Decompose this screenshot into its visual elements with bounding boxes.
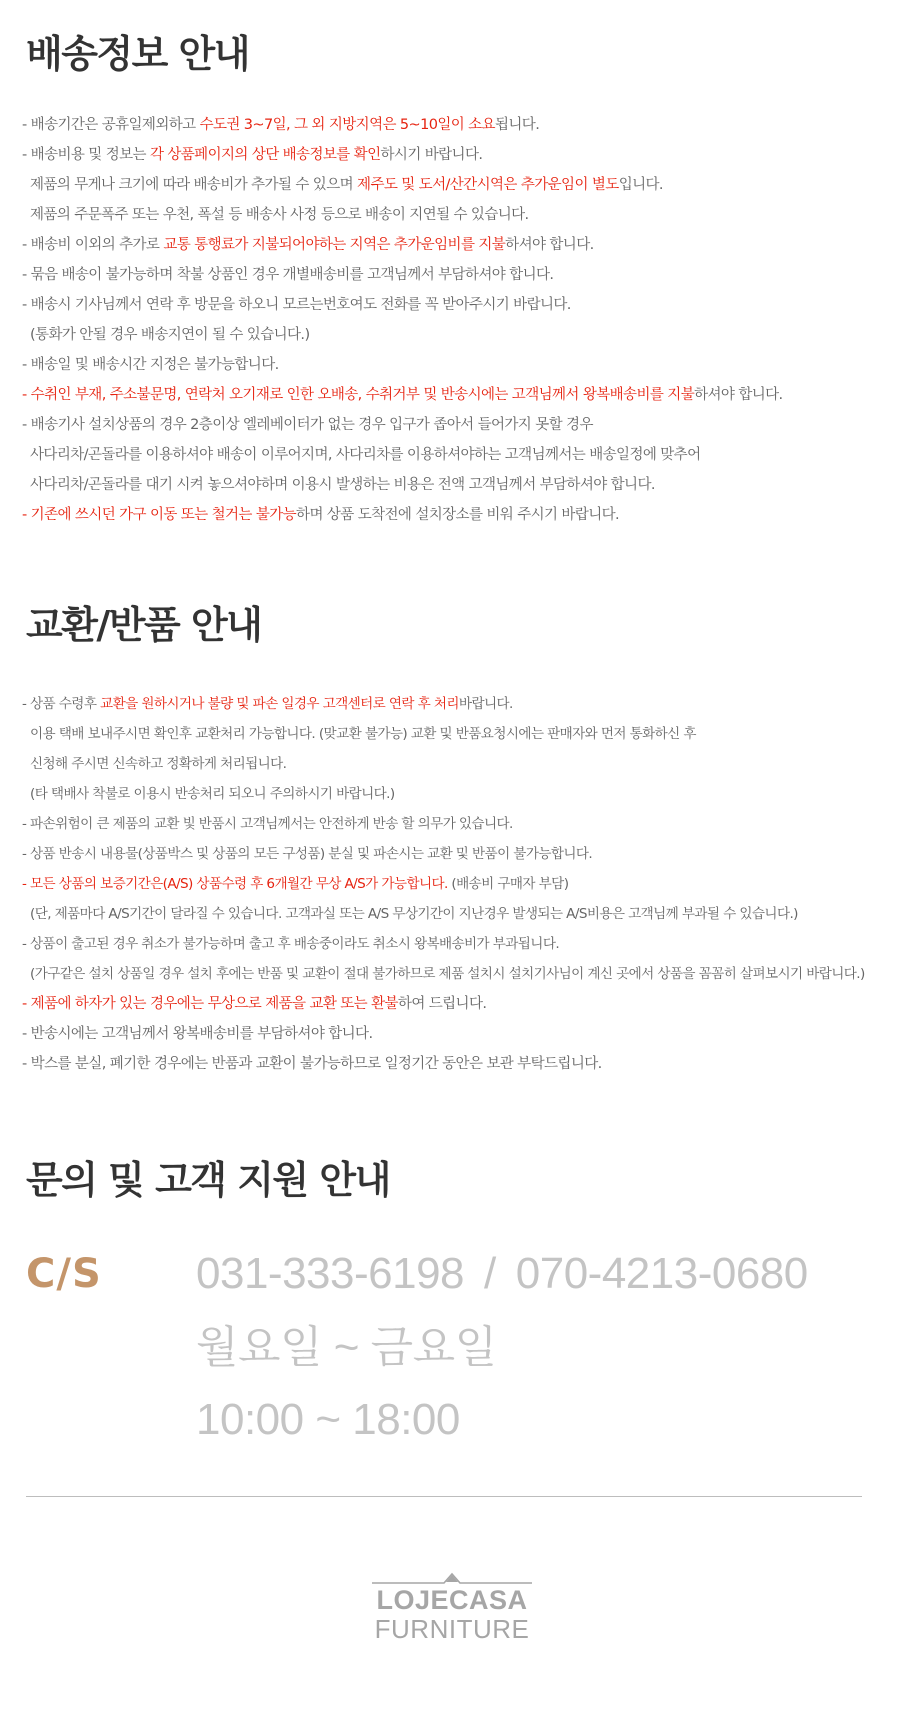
delivery-info-line (22, 290, 783, 320)
delivery-info-line (22, 140, 783, 170)
body-text: 박스를 분실, 폐기한 경우에는 반품과 교환이 불가능하므로 일정기간 동안은 보관 부탁드립니다. (30, 1056, 602, 1072)
delivery-info-line (22, 320, 783, 350)
delivery-info-line (22, 410, 783, 440)
exchange-info-line (22, 959, 865, 989)
highlight-text: 기존에 쓰시던 가구 이동 또는 철거는 불가능 (30, 507, 297, 523)
body-text: (단, 제품마다 A/S기간이 달라질 수 있습니다. 고객과실 또는 A/S 무상기간이 지난경우 발생되는 A/S비용은 고객님께 부과될 수 있습니다.) (30, 906, 798, 922)
bullet-dash: - (22, 417, 31, 433)
bullet-dash: - (22, 507, 31, 523)
exchange-info-line (22, 989, 865, 1019)
delivery-info-line (22, 200, 783, 230)
highlight-text: 수취인 부재, 주소불문명, 연락처 오기재로 인한 오배송, 수취거부 및 반송시에는 고객님께서 왕복배송비를 지불 (30, 387, 695, 403)
exchange-info-line (22, 749, 865, 779)
highlight-text: 교통 통행료가 지불되어야하는 지역은 추가운임비를 지불 (163, 237, 506, 253)
cs-label: C/S (26, 1251, 102, 1297)
body-text: (배송비 구매자 부담) (447, 876, 569, 892)
body-text: (통화가 안될 경우 배송지연이 될 수 있습니다.) (30, 327, 310, 343)
body-text: 바랍니다. (458, 696, 513, 712)
exchange-section-title: 교환/반품 안내 (26, 603, 262, 647)
cs-phone-row (196, 1248, 808, 1300)
bullet-dash: - (22, 237, 31, 253)
bullet-dash: - (22, 117, 31, 133)
bullet-dash: - (22, 297, 31, 313)
highlight-text: 수도권 3~7일, 그 외 지방지역은 5~10일이 소요 (199, 117, 495, 133)
body-text: 입니다. (618, 177, 663, 193)
footer-divider (26, 1496, 862, 1497)
bullet-dash: - (22, 357, 31, 373)
delivery-info-line (22, 470, 783, 500)
body-text: 하며 상품 도착전에 설치장소를 비워 주시기 바랍니다. (296, 507, 620, 523)
cs-phone-primary[interactable]: 031-333-6198 (196, 1249, 465, 1298)
body-text: 하셔야 합니다. (505, 237, 594, 253)
bullet-dash: - (22, 876, 31, 892)
body-text: 반송시에는 고객님께서 왕복배송비를 부담하셔야 합니다. (30, 1026, 373, 1042)
highlight-text: 교환을 원하시거나 불량 및 파손 일경우 고객센터로 연락 후 처리 (100, 696, 459, 712)
exchange-info-line (22, 869, 865, 899)
exchange-info-line (22, 779, 865, 809)
body-text: (가구같은 설치 상품일 경우 설치 후에는 반품 및 교환이 절대 불가하므로 제품 설치시 설치기사님이 계신 곳에서 상품을 꼼꼼히 살펴보시기 바랍니다.) (30, 966, 865, 982)
delivery-section-title: 배송정보 안내 (26, 32, 249, 76)
body-text: 배송기간은 공휴일제외하고 (30, 117, 200, 133)
body-text: 하여 드립니다. (397, 996, 487, 1012)
bullet-dash: - (22, 936, 31, 952)
logo-roof-icon (372, 1570, 532, 1584)
exchange-info-line (22, 929, 865, 959)
body-text: 하셔야 합니다. (694, 387, 783, 403)
body-text: 신청해 주시면 신속하고 정확하게 처리됩니다. (30, 756, 287, 772)
body-text: 제품의 무게나 크기에 따라 배송비가 추가될 수 있으며 (30, 177, 358, 193)
cs-business-hours: 10:00 ~ 18:00 (196, 1395, 460, 1444)
delivery-info-line (22, 380, 783, 410)
highlight-text: 제주도 및 도서/산간시역은 추가운임이 별도 (357, 177, 619, 193)
exchange-info-list (22, 689, 865, 1079)
cs-phone-separator: / (484, 1249, 496, 1298)
bullet-dash: - (22, 387, 31, 403)
body-text: 이용 택배 보내주시면 확인후 교환처리 가능합니다. (맞교환 불가능) 교환 및 반품요청시에는 판매자와 먼저 통화하신 후 (30, 726, 696, 742)
highlight-text: 모든 상품의 보증기간은(A/S) 상품수령 후 6개월간 무상 A/S가 가능합니다. (30, 876, 448, 892)
logo-wordmark-bottom: FURNITURE (374, 1614, 530, 1644)
delivery-info-list (22, 110, 783, 530)
bullet-dash: - (22, 1026, 31, 1042)
body-text: 사다리차/곤돌라를 대기 시켜 놓으셔야하며 이용시 발생하는 비용은 전액 고객님께서 부담하셔야 합니다. (30, 477, 655, 493)
delivery-info-line (22, 230, 783, 260)
exchange-info-line (22, 719, 865, 749)
body-text: 배송일 및 배송시간 지정은 불가능합니다. (30, 357, 279, 373)
support-section-title: 문의 및 고객 지원 안내 (26, 1158, 390, 1202)
delivery-info-line (22, 110, 783, 140)
delivery-info-line (22, 500, 783, 530)
delivery-info-line (22, 170, 783, 200)
bullet-dash: - (22, 1056, 31, 1072)
exchange-info-line (22, 809, 865, 839)
bullet-dash: - (22, 816, 31, 832)
body-text: 사다리차/곤돌라를 이용하셔야 배송이 이루어지며, 사다리차를 이용하셔야하는 고객님께서는 배송일정에 맞추어 (30, 447, 701, 463)
body-text: 하시기 바랍니다. (380, 147, 483, 163)
exchange-info-line (22, 689, 865, 719)
bullet-dash: - (22, 696, 31, 712)
bullet-dash: - (22, 996, 31, 1012)
highlight-text: 제품에 하자가 있는 경우에는 무상으로 제품을 교환 또는 환불 (30, 996, 398, 1012)
logo-wordmark-top: LOJECASA (376, 1585, 528, 1615)
body-text: 묶음 배송이 불가능하며 착불 상품인 경우 개별배송비를 고객님께서 부담하셔야 합니다. (30, 267, 554, 283)
body-text: 배송비 이외의 추가로 (30, 237, 164, 253)
brand-logo (372, 1570, 532, 1650)
exchange-info-line (22, 1049, 865, 1079)
body-text: (타 택배사 착불로 이용시 반송처리 되오니 주의하시기 바랍니다.) (30, 786, 395, 802)
body-text: 상품 반송시 내용물(상품박스 및 상품의 모든 구성품) 분실 및 파손시는 교환 및 반품이 불가능합니다. (30, 846, 593, 862)
body-text: 상품이 출고된 경우 취소가 불가능하며 출고 후 배송중이라도 취소시 왕복배송비가 부과됩니다. (30, 936, 560, 952)
body-text: 제품의 주문폭주 또는 우천, 폭설 등 배송사 사정 등으로 배송이 지연될 수 있습니다. (30, 207, 529, 223)
delivery-info-line (22, 260, 783, 290)
body-text: 됩니다. (494, 117, 540, 133)
bullet-dash: - (22, 267, 31, 283)
exchange-info-line (22, 1019, 865, 1049)
cs-business-days: 월요일 ~ 금요일 (196, 1323, 497, 1372)
body-text: 배송비용 및 정보는 (30, 147, 150, 163)
highlight-text: 각 상품페이지의 상단 배송정보를 확인 (149, 147, 381, 163)
delivery-info-line (22, 350, 783, 380)
bullet-dash: - (22, 846, 31, 862)
body-text: 배송시 기사님께서 연락 후 방문을 하오니 모르는번호여도 전화를 꼭 받아주시기 바랍니다. (30, 297, 571, 313)
body-text: 상품 수령후 (30, 696, 101, 712)
delivery-info-line (22, 440, 783, 470)
body-text: 배송기사 설치상품의 경우 2층이상 엘레베이터가 없는 경우 입구가 좁아서 들어가지 못할 경우 (30, 417, 593, 433)
body-text: 파손위험이 큰 제품의 교환 빛 반품시 고객님께서는 안전하게 반송 할 의무가 있습니다. (30, 816, 513, 832)
exchange-info-line (22, 839, 865, 869)
bullet-dash: - (22, 147, 31, 163)
exchange-info-line (22, 899, 865, 929)
cs-phone-secondary[interactable]: 070-4213-0680 (515, 1249, 808, 1298)
